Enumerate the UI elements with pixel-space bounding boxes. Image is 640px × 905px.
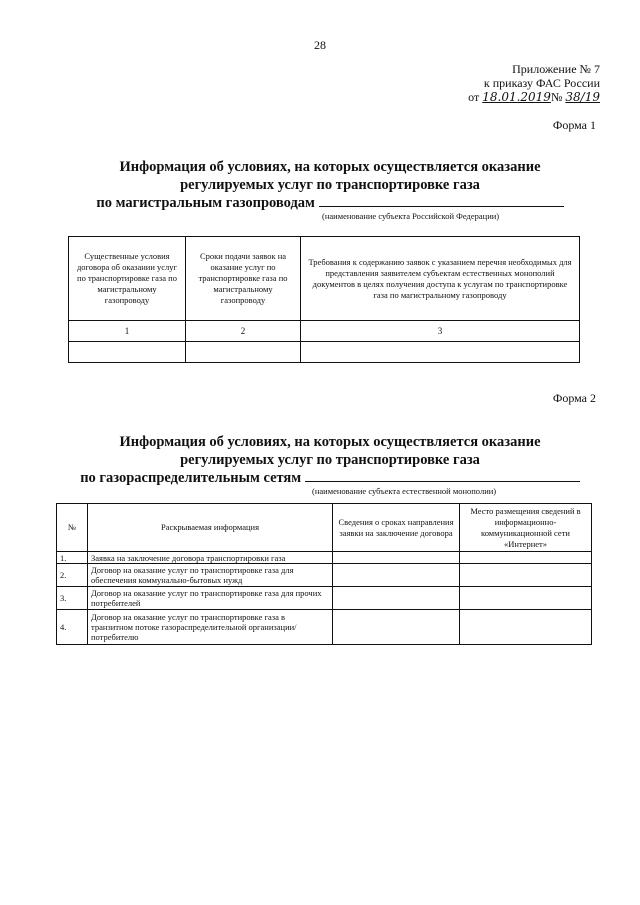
row-empty-cell xyxy=(333,587,460,610)
form1-header-cell: Существенные условия договора об оказании услуг по транспортировке газа по магистральному газопроводу xyxy=(69,237,186,321)
form2-header-cell: Сведения о сроках направления заявки на заключение договора xyxy=(333,504,460,552)
form2-title-line3: по газораспределительным сетям xyxy=(80,470,302,486)
row-empty-cell xyxy=(333,552,460,564)
form1-caption: (наименование субъекта Российской Федерации) xyxy=(322,211,500,221)
form1-title-line3: по магистральным газопроводам xyxy=(96,195,315,211)
form1-label: Форма 1 xyxy=(552,118,596,132)
row-text: Договор на оказание услуг по транспортировке газа для обеспечения коммунально-бытовых нужд xyxy=(88,564,333,587)
date-prefix: от xyxy=(468,90,480,104)
form2-header-row xyxy=(57,504,592,552)
form2-header-cell: Раскрываемая информация xyxy=(88,504,333,552)
row-number: 1. xyxy=(57,552,88,564)
order-date: 18.01.2019 xyxy=(482,90,551,104)
form2-fill-line xyxy=(305,481,580,482)
form1-title-line2: регулируемых услуг по транспортировке газа xyxy=(180,177,480,193)
form2-table xyxy=(56,503,592,645)
appendix-title: Приложение № 7 xyxy=(512,62,600,76)
table-row xyxy=(57,552,592,564)
form1-title-line1: Информация об условиях, на которых осуществляется оказание xyxy=(119,159,541,175)
page-number: 28 xyxy=(314,38,326,52)
form2-title-line2: регулируемых услуг по транспортировке газа xyxy=(180,452,480,468)
row-empty-cell xyxy=(333,564,460,587)
appendix-block xyxy=(468,62,600,104)
row-empty-cell xyxy=(460,610,592,645)
form1-fill-line xyxy=(319,206,564,207)
form2-title-line1: Информация об условиях, на которых осуществляется оказание xyxy=(119,434,541,450)
form1-header-row xyxy=(69,237,580,321)
form1-title-line3-row xyxy=(60,194,600,212)
form1-number-cell: 2 xyxy=(186,321,301,342)
table-row xyxy=(57,610,592,645)
form2-title xyxy=(60,433,600,487)
row-empty-cell xyxy=(460,552,592,564)
form1-number-row xyxy=(69,321,580,342)
form1-number-cell: 1 xyxy=(69,321,186,342)
form1-empty-cell xyxy=(301,342,580,363)
form2-caption: (наименование субъекта естественной монополии) xyxy=(312,486,497,496)
row-number: 4. xyxy=(57,610,88,645)
row-empty-cell xyxy=(460,564,592,587)
row-text: Договор на оказание услуг по транспортировке газа для прочих потребителей xyxy=(88,587,333,610)
form2-label: Форма 2 xyxy=(552,391,596,405)
form1-empty-row xyxy=(69,342,580,363)
form1-header-cell: Требования к содержанию заявок с указанием перечня необходимых для представления заявителем субъектам естественных монополий документов в целях получения доступа к услугам по транспортировке газа по магистральному газопроводу xyxy=(301,237,580,321)
row-empty-cell xyxy=(333,610,460,645)
order-number: 38/19 xyxy=(565,90,600,104)
table-row xyxy=(57,564,592,587)
form1-number-cell: 3 xyxy=(301,321,580,342)
row-text: Договор на оказание услуг по транспортировке газа в транзитном потоке газораспределительной организации/потребителю xyxy=(88,610,333,645)
form1-empty-cell xyxy=(186,342,301,363)
form2-header-cell: Место размещения сведений в информационно-коммуникационной сети «Интернет» xyxy=(460,504,592,552)
row-text: Заявка на заключение договора транспортировки газа xyxy=(88,552,333,564)
form2-header-cell: № xyxy=(57,504,88,552)
order-date-line xyxy=(468,90,600,104)
table-row xyxy=(57,587,592,610)
number-prefix: № xyxy=(550,90,563,104)
row-number: 3. xyxy=(57,587,88,610)
form1-title xyxy=(60,158,600,212)
form1-table xyxy=(68,236,580,363)
form2-title-line3-row xyxy=(60,469,600,487)
row-empty-cell xyxy=(460,587,592,610)
form1-header-cell: Сроки подачи заявок на оказание услуг по транспортировке газа по магистральному газопроводу xyxy=(186,237,301,321)
appendix-order: к приказу ФАС России xyxy=(483,76,600,90)
form1-empty-cell xyxy=(69,342,186,363)
row-number: 2. xyxy=(57,564,88,587)
